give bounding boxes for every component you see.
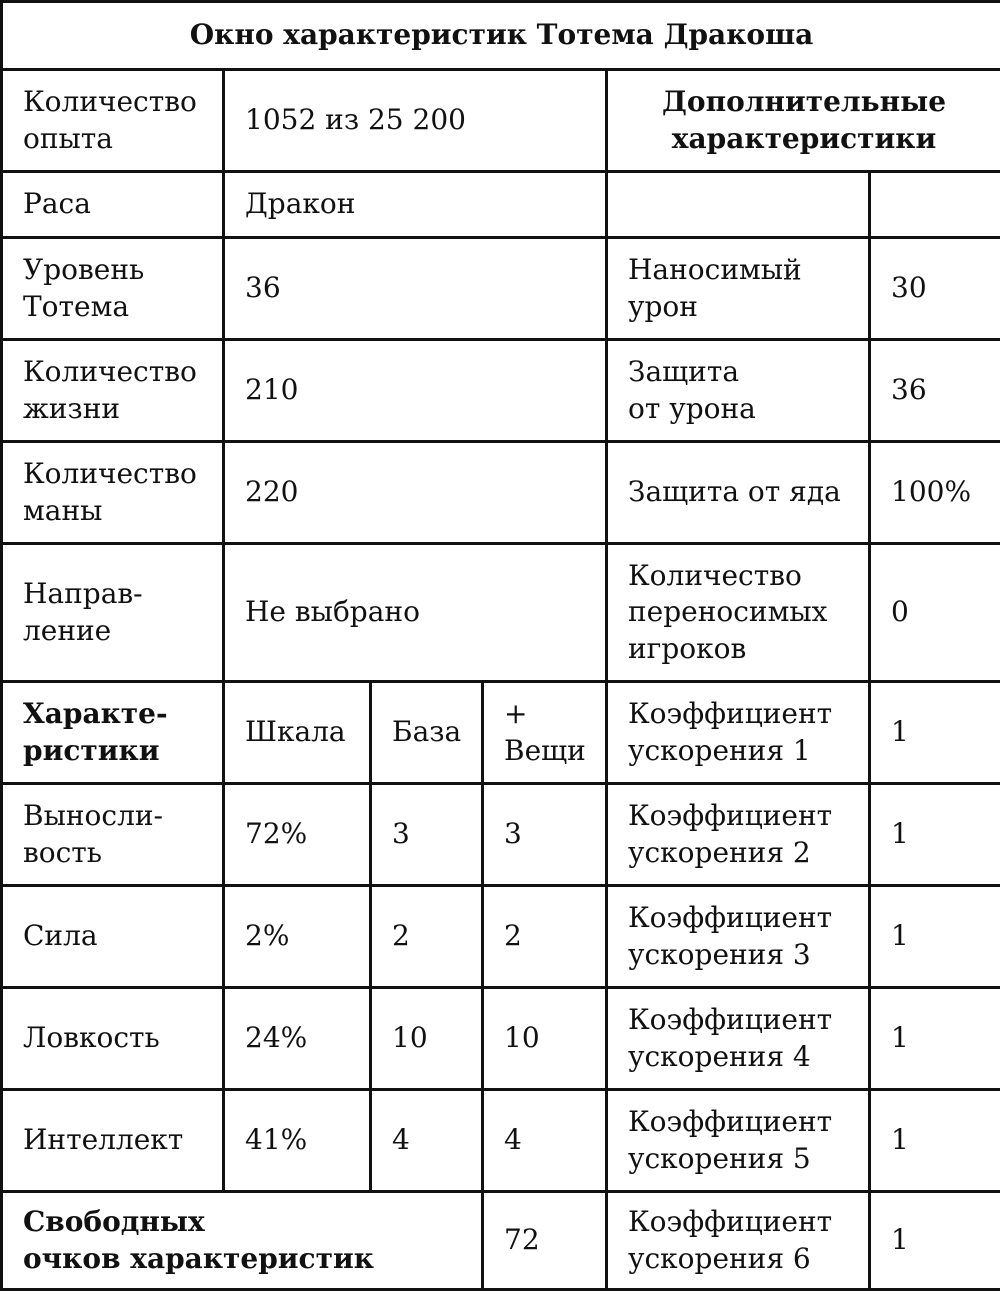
extra-label: Коэффициент ускорения 4 [607, 988, 870, 1090]
extra-value: 0 [870, 544, 1000, 682]
attribute-row [2, 988, 1000, 1090]
attribute-base: 4 [371, 1090, 483, 1192]
mana-row [2, 442, 1000, 544]
attribute-row [2, 886, 1000, 988]
attribute-row [2, 784, 1000, 886]
attribute-name: Сила [2, 886, 224, 988]
attribute-items: 4 [483, 1090, 607, 1192]
attribute-name: Ловкость [2, 988, 224, 1090]
direction-value: Не выбрано [224, 544, 607, 682]
level-value: 36 [224, 238, 607, 340]
race-label: Раса [2, 172, 224, 238]
hp-label: Количество жизни [2, 340, 224, 442]
attribute-name: Интеллект [2, 1090, 224, 1192]
hp-row [2, 340, 1000, 442]
experience-label: Количество опыта [2, 70, 224, 172]
free-points-value: 72 [483, 1192, 607, 1290]
items-header: + Вещи [483, 682, 607, 784]
attributes-header: Характе- ристики [2, 682, 224, 784]
attribute-name: Выносли- вость [2, 784, 224, 886]
extra-value: 1 [870, 1192, 1000, 1290]
attribute-base: 10 [371, 988, 483, 1090]
extra-label: Коэффициент ускорения 5 [607, 1090, 870, 1192]
attribute-scale: 2% [224, 886, 371, 988]
level-label: Уровень Тотема [2, 238, 224, 340]
attribute-scale: 24% [224, 988, 371, 1090]
extra-stats-header: Дополнительные характеристики [607, 70, 1000, 172]
race-row [2, 172, 1000, 238]
level-row [2, 238, 1000, 340]
direction-label: Направ- ление [2, 544, 224, 682]
experience-value: 1052 из 25 200 [224, 70, 607, 172]
extra-value: 100% [870, 442, 1000, 544]
attribute-base: 2 [371, 886, 483, 988]
extra-label: Коэффициент ускорения 2 [607, 784, 870, 886]
extra-label: Коэффициент ускорения 3 [607, 886, 870, 988]
mana-label: Количество маны [2, 442, 224, 544]
extra-label: Защита от урона [607, 340, 870, 442]
title-row [2, 2, 1000, 70]
attribute-scale: 41% [224, 1090, 371, 1192]
attribute-scale: 72% [224, 784, 371, 886]
free-points-label: Свободных очков характеристик [2, 1192, 483, 1290]
direction-row [2, 544, 1000, 682]
attribute-items: 10 [483, 988, 607, 1090]
extra-value: 1 [870, 1090, 1000, 1192]
free-points-row [2, 1192, 1000, 1290]
extra-value: 1 [870, 988, 1000, 1090]
attribute-row [2, 1090, 1000, 1192]
window-title: Окно характеристик Тотема Дракоша [2, 2, 1000, 70]
race-value: Дракон [224, 172, 607, 238]
attributes-header-row [2, 682, 1000, 784]
attribute-items: 2 [483, 886, 607, 988]
attribute-base: 3 [371, 784, 483, 886]
mana-value: 220 [224, 442, 607, 544]
extra-value: 1 [870, 784, 1000, 886]
extra-empty-value [870, 172, 1000, 238]
extra-value: 36 [870, 340, 1000, 442]
hp-value: 210 [224, 340, 607, 442]
extra-label: Защита от яда [607, 442, 870, 544]
extra-value: 30 [870, 238, 1000, 340]
experience-row [2, 70, 1000, 172]
attribute-items: 3 [483, 784, 607, 886]
extra-label: Коэффициент ускорения 6 [607, 1192, 870, 1290]
scale-header: Шкала [224, 682, 371, 784]
extra-value: 1 [870, 886, 1000, 988]
extra-empty-label [607, 172, 870, 238]
extra-label: Количество переносимых игроков [607, 544, 870, 682]
extra-label: Коэффициент ускорения 1 [607, 682, 870, 784]
extra-value: 1 [870, 682, 1000, 784]
extra-label: Наносимый урон [607, 238, 870, 340]
base-header: База [371, 682, 483, 784]
